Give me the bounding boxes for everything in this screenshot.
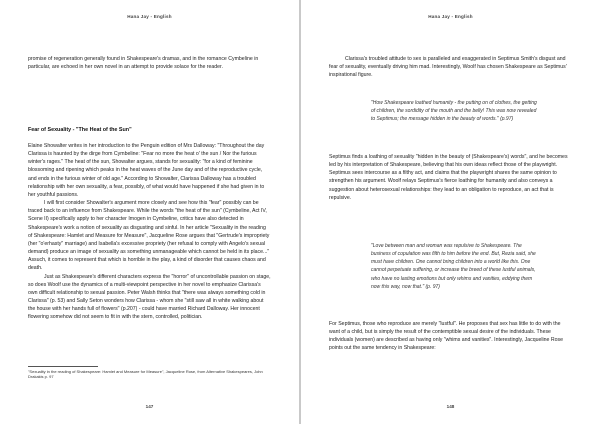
body-paragraph: Elaine Showalter writes in her introduction to the Penguin edition of Mrs Dalloway: "Throughout the day Clarissa is haunted by the dirge from Cymbeline: "Fear no more the heat o' the sun / Nor the furious winter's rages." The heat of the sun, Showalter argues, stands for sexuality: "for a kind of feminine blossoming and ripening which peaks in the heat waves of the June day and of the reproductive cycle, and ends in the furious winter of old age." According to Showalter, Clarissa Dalloway has a troubled relationship with her own sexuality, a fear, possibly, of what would have happened if she had given in to her youthful passions. — [28, 143, 265, 198]
page-number: 148 — [446, 404, 455, 409]
closing-paragraph: For Septimus, those who reproduce are merely "lustful". He proposes that sex has little to do with the want of a child, but is simply the result of the contemptible sexual desire of the individuals. These individuals (women) are described as having only "whims and vanities". Interestingly, Jacqueline Rose points out the same tendency in Shakespeare: — [329, 321, 563, 352]
body-paragraph: I will first consider Showalter's argument more closely and see how this "fear" possibly can be traced back to an influence from Shakespeare. While the words "the heat of the sun" (Cymbeline, Act IV, Scene II) specifically apply to her character Imogen in Cymbeline, critics have also detected in Shakespeare's work a notion of sexuality as disgusting and sinful. In her article "Sexuality in the reading of Shakespeare: Hamlet and Measure for Measure", Jacqueline Rose argues that "Gertrude's impropriety (her "o'erhasty" marriage) and Isabella's excessive propriety (her refusal to comply with Angelo's sexual demand) produce an image of sexuality as something unmanageable which cannot be held in its place..." Assuch, it comes to represent that which is horrible in the play, a kind of disorder that causes chaos and death. — [28, 200, 270, 272]
opening-paragraph: promise of regeneration generally found in Shakespeare's dramas, and in the romance Cymbeline in particular, are echoed in her own novel in an attempt to provide solace for the reader. — [28, 56, 259, 71]
right-page — [301, 0, 600, 424]
middle-paragraph: Septimus finds a loathing of sexuality "hidden in the beauty of (Shakespeare's) words", and he becomes led by his interpretation of Shakespeare, believing that his own ideas reflect those of the playwright. Septimus sees intercourse as a filthy act, and claims that the playwright shares the same opinion to strengthen his argument. Woolf relays Septimus's fierce loathing for humanity and also conveys a suggestion about heterosexual relationships: they lead to an obligation to reproduce, an act that is repulsive. — [329, 154, 568, 201]
section-heading: Fear of Sexuality - "The Heat of the Sun" — [28, 127, 132, 133]
running-header: Hana Jay - English — [428, 14, 473, 19]
footnote-rule — [28, 366, 98, 367]
body-text — [28, 142, 271, 321]
block-quote: "How Shakespeare loathed humanity - the putting on of clothes, the getting of children, the sordidity of the mouth and the belly! This was now revealed to Septimus; the message hidden in the beauty of words." (p.97) — [371, 100, 537, 123]
running-header: Hana Jay - English — [127, 14, 172, 19]
body-paragraph: Just as Shakespeare's different characters express the "horror" of uncontrollable passion on stage, so does Woolf use the dynamics of a multi-viewpoint perspective in her novel to emphasize Clarissa's own difficult relationship to sexual passion. Peter Walsh thinks that "there was always something cold in Clarissa" (p. 53) and Sally Seton wonders how Clarissa - whom she "still saw all in white walking about the house with her hands full of flowers" (p.207) - could have married Richard Dalloway. Her innocent flowering somehow did not seem to fit in with the stern, controlled, politician. — [28, 273, 271, 321]
block-quote: "Love between man and woman was repulsive to Shakespeare. The business of copulation was filth to him before the end. But, Rezia said, she must have children. One cannot bring children into a world like this. One cannot perpetuate suffering, or increase the breed of these lustful animals, who have no lasting emotions but only whims and vanities, eddying them now this way, now that." (p. 97) — [371, 243, 536, 290]
left-page — [0, 0, 299, 424]
page-number: 147 — [145, 404, 154, 409]
opening-paragraph: Clarissa's troubled attitude to sex is paralleled and exaggerated in Septimus Smith's disgust and fear of sexuality, eventually driving him mad. Interestingly, Woolf has chosen Shakespeare as Septimus' inspirational figure. — [329, 56, 567, 79]
footnote: "Sexuality in the reading of Shakespeare: Hamlet and Measure for Measure", Jacqueline Rose, from Alternative Shakespeares, John Drakakis p. 97 — [28, 369, 263, 380]
